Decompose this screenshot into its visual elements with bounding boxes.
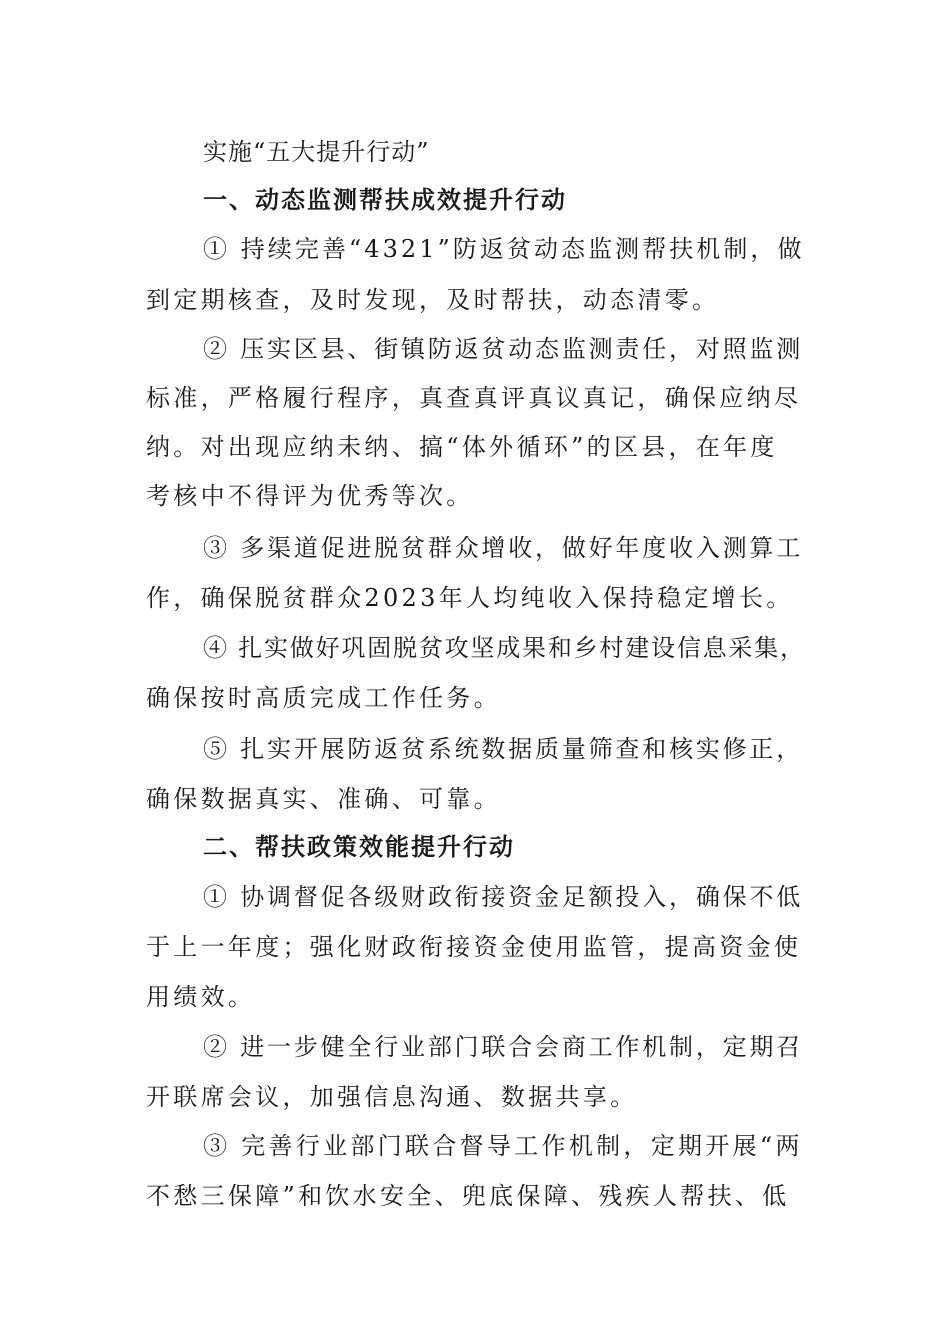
paragraph-line: ① 持续完善“4321”防返贫动态监测帮扶机制，做 xyxy=(203,235,805,263)
paragraph-line: 作，确保脱贫群众2023年人均纯收入保持稳定增长。 xyxy=(146,584,794,612)
section1-heading: 一、动态监测帮扶成效提升行动 xyxy=(203,185,567,214)
paragraph-line: 开联席会议，加强信息沟通、数据共享。 xyxy=(146,1083,638,1111)
paragraph-line: ④ 扎实做好巩固脱贫攻坚成果和乡村建设信息采集， xyxy=(203,634,806,662)
paragraph-line: ③ 完善行业部门联合督导工作机制，定期开展“两 xyxy=(203,1132,803,1160)
paragraph-line: 考核中不得评为优秀等次。 xyxy=(146,482,474,510)
paragraph-line: 用绩效。 xyxy=(146,983,256,1011)
paragraph-line: 确保按时高质完成工作任务。 xyxy=(146,684,501,712)
paragraph-line: 到定期核查，及时发现，及时帮扶，动态清零。 xyxy=(146,286,720,314)
paragraph-line: 确保数据真实、准确、可靠。 xyxy=(146,785,501,813)
paragraph-line: 纳。对出现应纳未纳、搞“体外循环”的区县，在年度 xyxy=(146,433,778,461)
paragraph-line: 不愁三保障”和饮水安全、兜底保障、残疾人帮扶、低 xyxy=(146,1182,790,1210)
section2-heading: 二、帮扶政策效能提升行动 xyxy=(203,832,515,861)
paragraph-line: ⑤ 扎实开展防返贫系统数据质量筛查和核实修正， xyxy=(203,735,804,763)
paragraph-line: ① 协调督促各级财政衔接资金足额投入，确保不低 xyxy=(203,883,804,911)
paragraph-line: ② 压实区县、街镇防返贫动态监测责任，对照监测 xyxy=(203,335,804,363)
document-title: 实施“五大提升行动” xyxy=(203,138,430,166)
paragraph-line: 于上一年度；强化财政衔接资金使用监管，提高资金使 xyxy=(146,933,802,961)
paragraph-line: ② 进一步健全行业部门联合会商工作机制，定期召 xyxy=(203,1033,804,1061)
paragraph-line: ③ 多渠道促进脱贫群众增收，做好年度收入测算工 xyxy=(203,534,804,562)
paragraph-line: 标准，严格履行程序，真查真评真议真记，确保应纳尽 xyxy=(146,384,802,412)
